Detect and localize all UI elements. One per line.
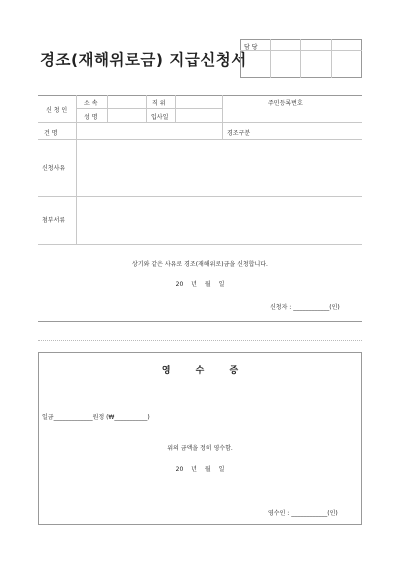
resident-no-field[interactable] [223,109,361,121]
attachments-label: 첨부서류 [42,217,66,224]
subject-label: 건 명 [44,130,58,137]
name-field[interactable] [108,109,145,121]
form-bottom-border [38,321,362,322]
position-label: 직 위 [152,100,166,107]
receipt-confirm-text: 위의 금액을 정히 영수함. [167,445,233,452]
reason-label: 신청사유 [42,165,66,172]
date-line: 20 년 월 일 [175,281,225,288]
resident-no-label: 주민등록번호 [268,100,303,107]
affiliation-field[interactable] [108,96,145,107]
category-label: 경조구분 [227,130,251,137]
affiliation-label: 소 속 [84,100,98,107]
position-field[interactable] [176,96,221,107]
attachments-field[interactable] [77,197,361,243]
row-divider [38,244,362,245]
approval-sign-cell[interactable] [332,51,361,77]
join-date-label: 입사일 [151,114,169,121]
join-date-field[interactable] [176,109,221,121]
amount-line[interactable]: 일금_____________원정 (₩___________) [42,414,150,421]
approval-sign-cell[interactable] [271,51,299,77]
applicant-label: 신 청 인 [46,107,68,114]
receipt-date-line: 20 년 월 일 [175,466,225,473]
approval-sign-cell[interactable] [301,51,330,77]
form-title: 경조(재해위로금) 지급신청서 [40,51,247,69]
receipt-title: 영 수 증 [161,366,239,376]
receiver-signature[interactable]: 영수인 : ____________(인) [268,510,338,517]
applicant-signature[interactable]: 신청자 : ____________(인) [270,304,340,311]
reason-field[interactable] [77,140,361,195]
category-field[interactable] [265,123,361,138]
approval-label: 담 당 [244,44,258,51]
statement-text: 상기와 같은 사유로 경조(재해위로)금을 신청합니다. [132,261,268,268]
receipt-box [38,352,362,525]
cut-line [38,340,362,341]
name-label: 성 명 [84,114,98,121]
column-divider [146,95,147,122]
subject-field[interactable] [77,123,221,138]
